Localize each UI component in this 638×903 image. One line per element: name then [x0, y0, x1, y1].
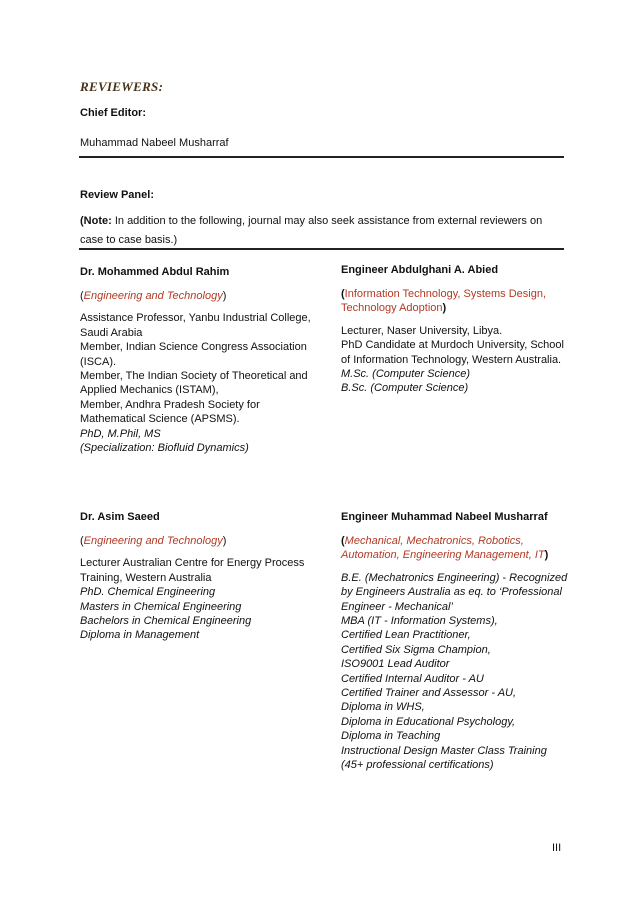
reviewer-qualification: Diploma in Management	[80, 629, 200, 642]
reviewers-heading: REVIEWERS:	[80, 79, 164, 94]
reviewer-qualification: Diploma in Educational Psychology,	[341, 715, 516, 728]
reviewer-qualification: Certified Lean Practitioner,	[341, 629, 471, 642]
reviewer-detail: PhD Candidate at Murdoch University, School of Information Technology, Western Australia.	[341, 339, 564, 366]
reviewer-area: (Engineering and Technology)	[80, 290, 227, 302]
reviewer-card	[80, 265, 312, 455]
reviewer-qualification: (Specialization: Biofluid Dynamics)	[80, 442, 249, 455]
reviewer-card	[80, 510, 312, 643]
reviewer-detail: Lecturer Australian Centre for Energy Process Training, Western Australia	[80, 557, 305, 584]
reviewer-area: (Information Technology, Systems Design, Technology Adoption)	[341, 288, 547, 315]
reviewer-detail: Member, Indian Science Congress Association (ISCA).	[80, 341, 307, 368]
reviewer-qualification: ISO9001 Lead Auditor	[341, 658, 450, 671]
reviewer-area: (Engineering and Technology)	[80, 535, 227, 547]
reviewer-qualification: Instructional Design Master Class Training	[341, 744, 547, 757]
note-text: In addition to the following, journal may also seek assistance from external reviewers on case to case basis.)	[80, 215, 543, 246]
reviewer-detail: Lecturer, Naser University, Libya.	[341, 324, 503, 337]
reviewer-area: (Mechanical, Mechatronics, Robotics, Automation, Engineering Management, IT)	[341, 535, 549, 562]
reviewer-qualification: Bachelors in Chemical Engineering	[80, 615, 252, 628]
reviewer-card	[341, 263, 573, 396]
reviewer-detail: Assistance Professor, Yanbu Industrial College, Saudi Arabia	[80, 312, 311, 339]
reviewer-card	[341, 510, 573, 773]
review-panel-note	[80, 212, 562, 250]
reviewer-qualification: Diploma in Teaching	[341, 730, 441, 743]
reviewer-qualification: Certified Six Sigma Champion,	[341, 643, 491, 656]
chief-editor-name: Muhammad Nabeel Musharraf	[80, 137, 229, 149]
review-panel-label: Review Panel:	[80, 189, 154, 201]
divider	[79, 156, 564, 158]
reviewer-qualification: M.Sc. (Computer Science)	[341, 368, 470, 381]
reviewer-qualification: Masters in Chemical Engineering	[80, 600, 242, 613]
reviewer-qualification: B.Sc. (Computer Science)	[341, 382, 469, 395]
reviewer-name: Engineer Muhammad Nabeel Musharraf	[341, 511, 548, 523]
reviewer-qualification: Certified Trainer and Assessor - AU,	[341, 687, 517, 700]
reviewer-qualification: MBA (IT - Information Systems),	[341, 615, 498, 628]
reviewer-detail: Member, The Indian Society of Theoretical and Applied Mechanics (ISTAM),	[80, 370, 308, 397]
reviewer-qualification: B.E. (Mechatronics Engineering) - Recognized by Engineers Australia as eq. to ‘Professional Engineer - Mechanical’	[341, 571, 568, 613]
note-label: (Note:	[80, 215, 112, 227]
reviewer-qualification: (45+ professional certifications)	[341, 759, 494, 772]
reviewer-name: Dr. Mohammed Abdul Rahim	[80, 266, 230, 278]
divider	[79, 248, 564, 250]
reviewer-qualification: PhD, M.Phil, MS	[80, 427, 161, 440]
chief-editor-label: Chief Editor:	[80, 107, 146, 119]
reviewer-detail: Member, Andhra Pradesh Society for Mathematical Science (APSMS).	[80, 398, 260, 426]
reviewer-name: Dr. Asim Saeed	[80, 511, 160, 523]
reviewer-qualification: Certified Internal Auditor - AU	[341, 672, 484, 685]
page-number: III	[552, 842, 562, 854]
reviewer-qualification: PhD. Chemical Engineering	[80, 586, 216, 599]
reviewer-name: Engineer Abdulghani A. Abied	[341, 264, 499, 276]
reviewer-qualification: Diploma in WHS,	[341, 701, 425, 714]
